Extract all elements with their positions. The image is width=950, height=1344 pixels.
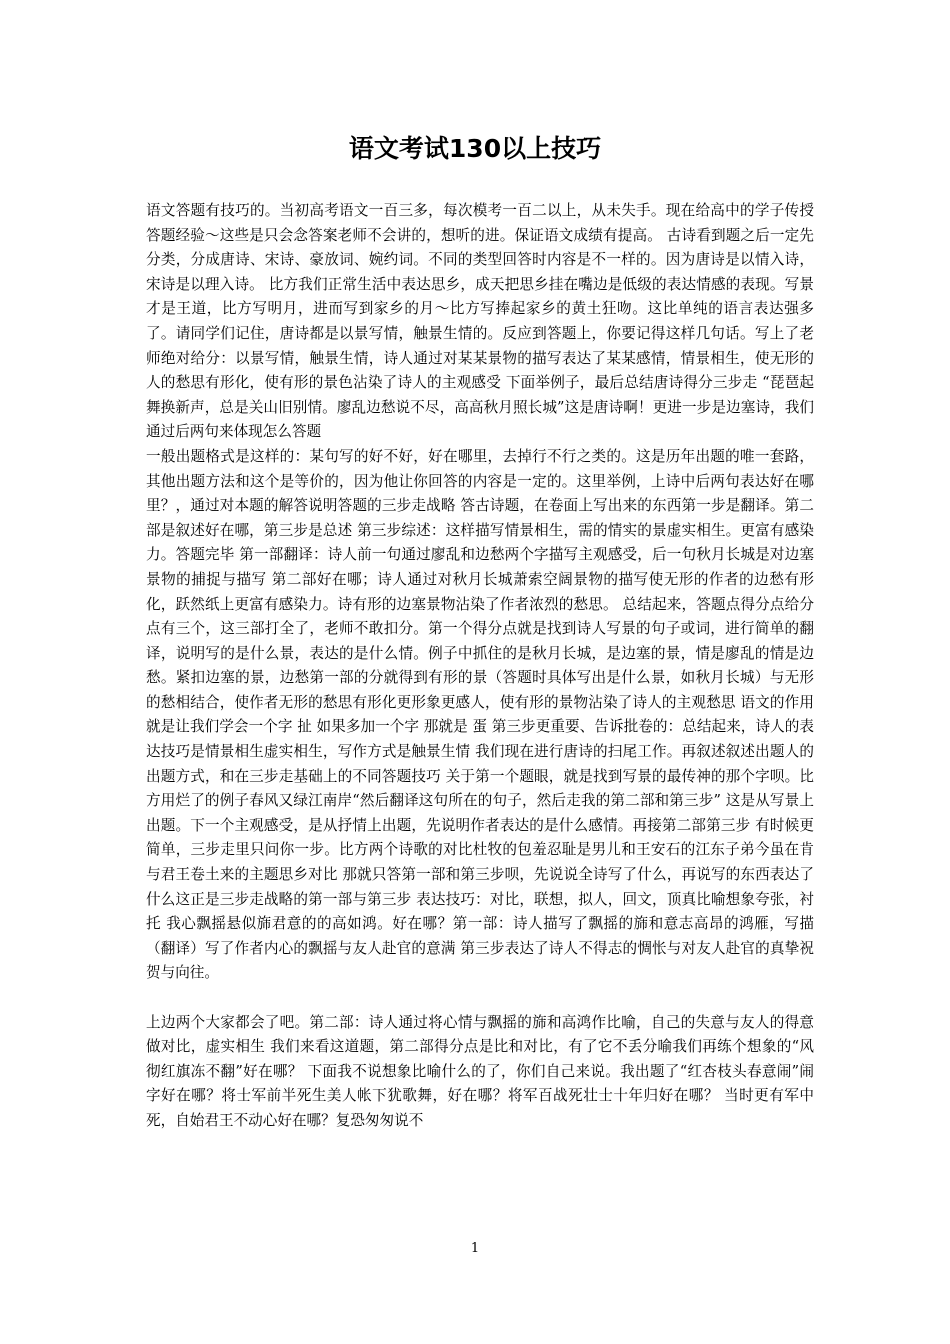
paragraph-1: 语文答题有技巧的。当初高考语文一百三多，每次模考一百二以上，从未失手。现在给高中的学子传授答题经验～这些是只会念答案老师不会讲的，想听的进。保证语文成绩有提高。 古诗看到题之后一定先分类，分成唐诗、宋诗、豪放词、婉约词。不同的类型回答时内容是不一样的。因为唐诗是以情入诗，宋诗是以理入诗。 比方我们正常生活中表达思乡，成天把思乡挂在嘴边是低级的表达情感的表现。写景才是王道，比方写明月，进而写到家乡的月～比方写捧起家乡的黄土狂吻。这比单纯的语言表达强多了。请同学们记住，唐诗都是以景写情，触景生情的。反应到答题上，你要记得这样几句话。写上了老师绝对给分：以景写情，触景生情，诗人通过对某某景物的描写表达了某某感情，情景相生，使无形的人的愁思有形化，使有形的景色沾染了诗人的主观感受 下面举例子，最后总结唐诗得分三步走 “琵琶起舞换新声，总是关山旧别情。廖乱边愁说不尽，高高秋月照长城”这是唐诗啊！更进一步是边塞诗，我们通过后两句来体现怎么答题	[146, 202, 814, 441]
paragraph-3: 上边两个大家都会了吧。第二部：诗人通过将心情与飘摇的旆和高鸿作比喻，自己的失意与友人的得意做对比，虚实相生 我们来看这道题，第二部得分点是比和对比，有了它不丢分喻我们再练个想象的“风彻红旗冻不翻”好在哪？ 下面我不说想象比喻什么的了，你们自己来说。我出题了“红杏枝头春意闹”闹字好在哪？将士军前半死生美人帐下犹歌舞，好在哪？将军百战死壮士十年归好在哪？ 当时更有军中死，自始君王不动心好在哪？复恐匆匆说不	[146, 1013, 814, 1129]
paragraph-2: 一般出题格式是这样的：某句写的好不好，好在哪里，去掉行不行之类的。这是历年出题的唯一套路，其他出题方法和这个是等价的，因为他让你回答的内容是一定的。这里举例，上诗中后两句表达好在哪里？，通过对本题的解答说明答题的三步走战略 答古诗题，在卷面上写出来的东西第一步是翻译。第二部是叙述好在哪，第三步是总述 第三步综述：这样描写情景相生，需的情实的景虚实相生。更富有感染力。答题完毕 第一部翻译：诗人前一句通过廖乱和边愁两个字描写主观感受，后一句秋月长城是对边塞景物的捕捉与描写 第二部好在哪；诗人通过对秋月长城萧索空阔景物的描写使无形的作者的边愁有形化，跃然纸上更富有感染力。诗有形的边塞景物沾染了作者浓烈的愁思。 总结起来，答题点得分点给分点有三个，这三部打全了，老师不敢扣分。第一个得分点就是找到诗人写景的句子或词，进行简单的翻译，说明写的是什么景，表达的是什么情。例子中抓住的是秋月长城，是边塞的景，情是廖乱的情是边愁。紧扣边塞的景，边愁第一部的分就得到有形的景（答题时具体写出是什么景，如秋月长城）与无形的愁相结合，使作者无形的愁思有形化更形象更感人，使有形的景物沾染了诗人的主观愁思 语文的作用就是让我们学会一个字 扯 如果多加一个字 那就是 蛋 第三步更重要、告诉批卷的：总结起来，诗人的表达技巧是情景相生虚实相生，写作方式是触景生情 我们现在进行唐诗的扫尾工作。再叙述叙述出题人的出题方式，和在三步走基础上的不同答题技巧 关于第一个题眼，就是找到写景的最传神的那个字呗。比方用烂了的例子春风又绿江南岸“然后翻译这句所在的句子，然后走我的第二部和第三步” 这是从写景上出题。下一个主观感受，是从抒情上出题，先说明作者表达的是什么感情。再接第二部第三步 有时候更简单，三步走里只问你一步。比方两个诗歌的对比杜牧的包羞忍耻是男儿和王安石的江东子弟今虽在肯与君王卷土来的主题思乡对比 那就只答第一部和第三步呗，先说说全诗写了什么，再说写的东西表达了什么这正是三步走战略的第一部与第三步 表达技巧：对比，联想，拟人，回文，顶真比喻想象夸张，衬托 我心飘摇悬似旆君意的的高如鸿。好在哪？第一部：诗人描写了飘摇的旆和意志高昂的鸿雁，写描（翻译）写了作者内心的飘摇与友人赴官的意满 第三步表达了诗人不得志的惆怅与对友人赴官的真挚祝贺与向往。	[146, 447, 814, 982]
document-title: 语文考试130以上技巧	[348, 134, 602, 163]
paragraph-gap	[146, 986, 814, 1011]
document-body	[146, 199, 814, 1134]
page-number: 1	[470, 1241, 480, 1256]
